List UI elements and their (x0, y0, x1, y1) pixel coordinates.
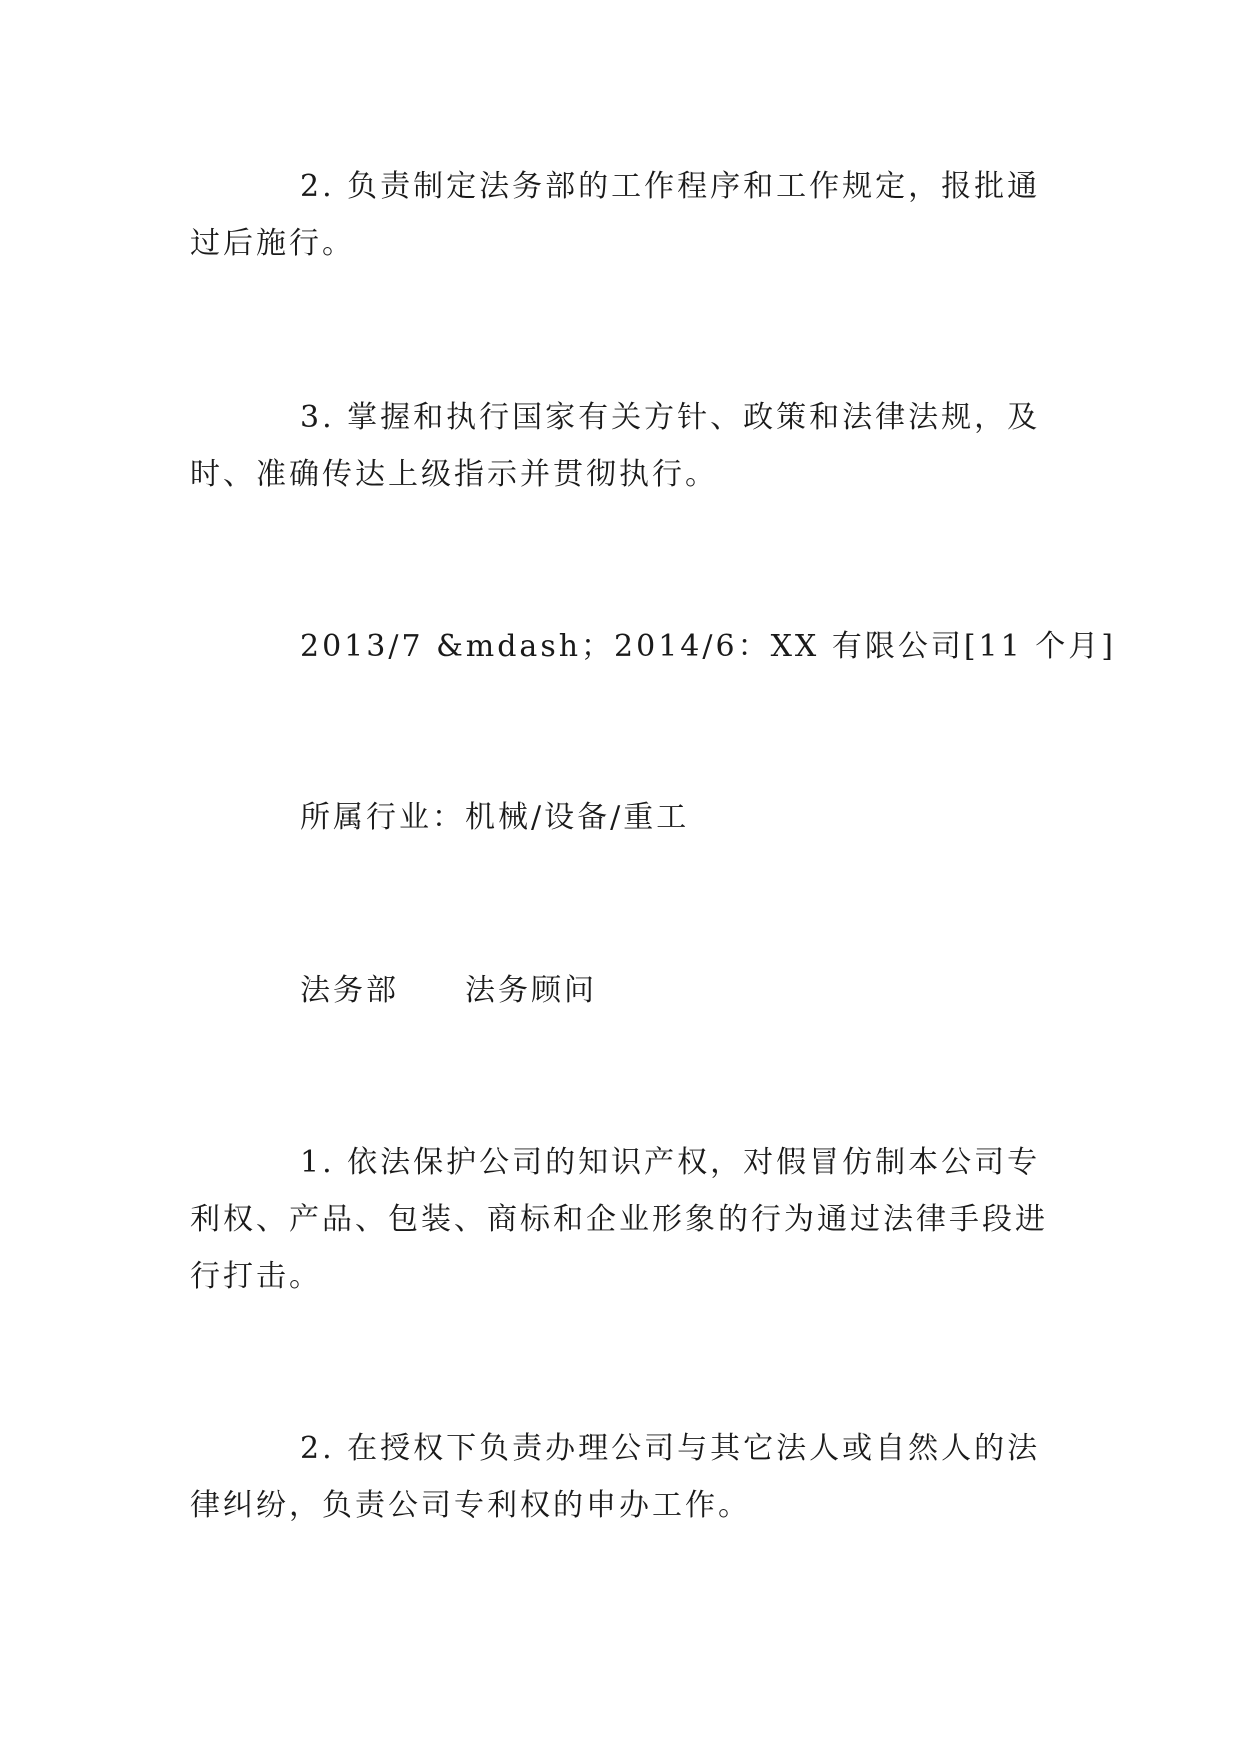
paragraph-legal-2-line-1: 2. 在授权下负责办理公司与其它法人或自然人的法 (300, 1431, 1041, 1466)
paragraph-duty-1-line-1: 1. 依法保护公司的知识产权，对假冒仿制本公司专 (300, 1145, 1041, 1180)
paragraph-duty-2-line-1: 2. 负责制定法务部的工作程序和工作规定，报批通 (300, 169, 1041, 204)
position-title: 法务顾问 (465, 973, 597, 1008)
department-position (300, 971, 597, 1011)
paragraph-duty-2-line-2: 过后施行。 (190, 226, 355, 261)
paragraph-duty-1-line-2: 利权、产品、包装、商标和企业形象的行为通过法律手段进 (190, 1202, 1048, 1237)
industry-line: 所属行业：机械/设备/重工 (300, 800, 690, 835)
paragraph-duty-3-line-1: 3. 掌握和执行国家有关方针、政策和法律法规，及 (300, 400, 1041, 435)
paragraph-duty-1-line-3: 行打击。 (190, 1259, 322, 1294)
paragraph-duty-3-line-2: 时、准确传达上级指示并贯彻执行。 (190, 457, 718, 492)
paragraph-legal-2-line-2: 律纠纷，负责公司专利权的申办工作。 (190, 1488, 751, 1523)
employment-period: 2013/7 &mdash；2014/6：XX 有限公司[11 个月] (300, 629, 1116, 664)
department-name: 法务部 (300, 973, 399, 1008)
